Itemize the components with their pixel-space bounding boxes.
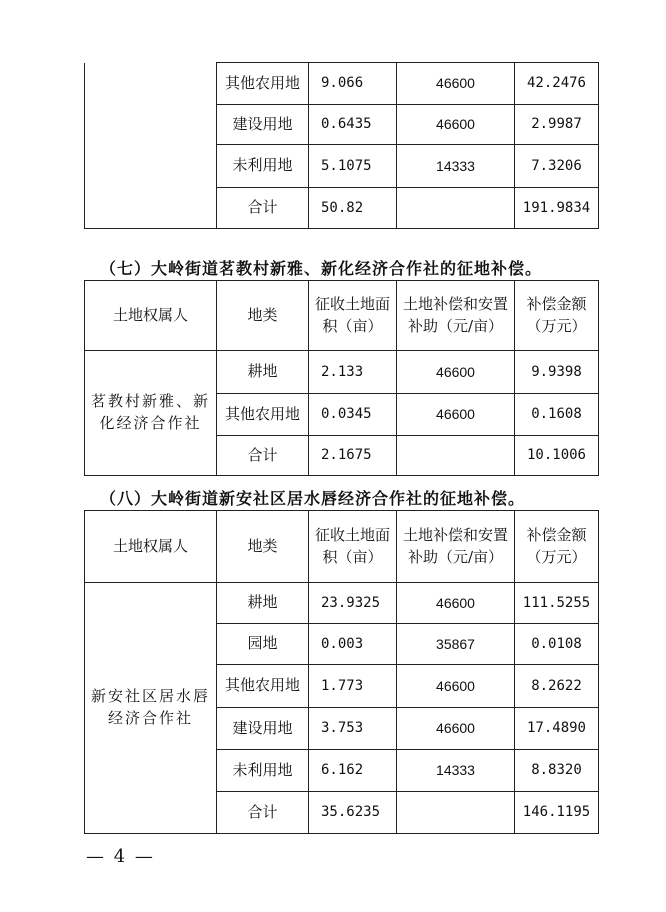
section-8-table bbox=[84, 510, 599, 834]
category-cell: 园地 bbox=[217, 624, 309, 665]
amount-cell: 0.0108 bbox=[515, 624, 599, 665]
area-cell: 0.003 bbox=[309, 624, 397, 665]
rate-cell: 46600 bbox=[397, 394, 515, 436]
header-area: 征收土地面积（亩） bbox=[309, 511, 397, 583]
rate-cell: 46600 bbox=[397, 105, 515, 145]
rate-cell: 35867 bbox=[397, 624, 515, 665]
area-cell: 0.0345 bbox=[309, 394, 397, 436]
area-cell: 50.82 bbox=[309, 188, 397, 229]
amount-cell: 8.8320 bbox=[515, 750, 599, 792]
header-category: 地类 bbox=[217, 511, 309, 583]
area-cell: 0.6435 bbox=[309, 105, 397, 145]
header-area: 征收土地面积（亩） bbox=[309, 281, 397, 351]
rate-cell: 46600 bbox=[397, 351, 515, 394]
category-cell: 耕地 bbox=[217, 583, 309, 624]
amount-cell: 0.1608 bbox=[515, 394, 599, 436]
amount-cell: 146.1195 bbox=[515, 792, 599, 834]
rate-cell: 14333 bbox=[397, 145, 515, 188]
category-cell: 未利用地 bbox=[217, 145, 309, 188]
section-7-heading: （七）大岭街道茗教村新雅、新化经济合作社的征地补偿。 bbox=[100, 259, 543, 278]
section-7-table bbox=[84, 280, 599, 476]
rate-cell bbox=[397, 188, 515, 229]
amount-cell: 191.9834 bbox=[515, 188, 599, 229]
header-rate: 土地补偿和安置补助（元/亩） bbox=[397, 281, 515, 351]
amount-cell: 42.2476 bbox=[515, 63, 599, 105]
amount-cell: 111.5255 bbox=[515, 583, 599, 624]
category-cell: 合计 bbox=[217, 188, 309, 229]
area-cell: 23.9325 bbox=[309, 583, 397, 624]
page-number: — 4 — bbox=[86, 846, 155, 867]
owner-cell: 新安社区居水唇经济合作社 bbox=[85, 583, 217, 834]
category-cell: 其他农用地 bbox=[217, 394, 309, 436]
rate-cell bbox=[397, 792, 515, 834]
category-cell: 其他农用地 bbox=[217, 63, 309, 105]
area-cell: 6.162 bbox=[309, 750, 397, 792]
amount-cell: 8.2622 bbox=[515, 665, 599, 708]
category-cell: 合计 bbox=[217, 792, 309, 834]
category-cell: 建设用地 bbox=[217, 105, 309, 145]
rate-cell: 14333 bbox=[397, 750, 515, 792]
header-rate: 土地补偿和安置补助（元/亩） bbox=[397, 511, 515, 583]
amount-cell: 10.1006 bbox=[515, 436, 599, 476]
section-8-heading: （八）大岭街道新安社区居水唇经济合作社的征地补偿。 bbox=[100, 489, 526, 508]
amount-cell: 2.9987 bbox=[515, 105, 599, 145]
category-cell: 其他农用地 bbox=[217, 665, 309, 708]
amount-cell: 17.4890 bbox=[515, 708, 599, 750]
rate-cell: 46600 bbox=[397, 63, 515, 105]
rate-cell bbox=[397, 436, 515, 476]
continued-compensation-table bbox=[84, 62, 599, 229]
area-cell: 35.6235 bbox=[309, 792, 397, 834]
area-cell: 2.133 bbox=[309, 351, 397, 394]
amount-cell: 9.9398 bbox=[515, 351, 599, 394]
area-cell: 5.1075 bbox=[309, 145, 397, 188]
rate-cell: 46600 bbox=[397, 708, 515, 750]
owner-cell-continued bbox=[85, 63, 217, 229]
header-amount: 补偿金额（万元） bbox=[515, 511, 599, 583]
header-owner: 土地权属人 bbox=[85, 281, 217, 351]
category-cell: 合计 bbox=[217, 436, 309, 476]
area-cell: 3.753 bbox=[309, 708, 397, 750]
category-cell: 建设用地 bbox=[217, 708, 309, 750]
category-cell: 未利用地 bbox=[217, 750, 309, 792]
header-category: 地类 bbox=[217, 281, 309, 351]
owner-cell: 茗教村新雅、新化经济合作社 bbox=[85, 351, 217, 476]
area-cell: 2.1675 bbox=[309, 436, 397, 476]
category-cell: 耕地 bbox=[217, 351, 309, 394]
amount-cell: 7.3206 bbox=[515, 145, 599, 188]
header-amount: 补偿金额（万元） bbox=[515, 281, 599, 351]
header-owner: 土地权属人 bbox=[85, 511, 217, 583]
rate-cell: 46600 bbox=[397, 583, 515, 624]
area-cell: 1.773 bbox=[309, 665, 397, 708]
rate-cell: 46600 bbox=[397, 665, 515, 708]
area-cell: 9.066 bbox=[309, 63, 397, 105]
